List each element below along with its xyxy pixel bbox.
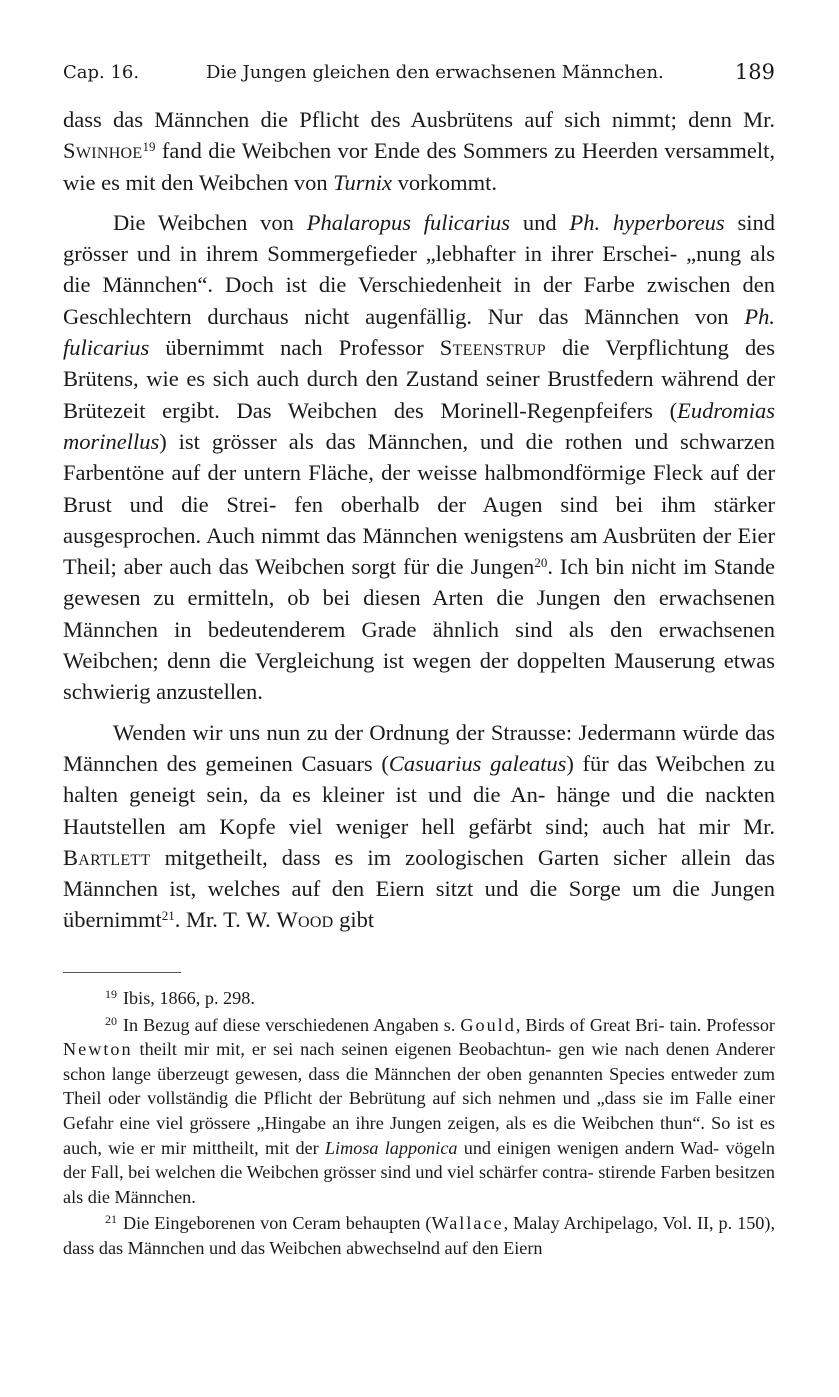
footnote-text: , Malay Archipelago, Vol. II, p. 150), dass das Männchen und das Weibchen abwechselnd auf den Eiern xyxy=(63,1213,775,1258)
footnote-19 xyxy=(63,986,775,1011)
footnote-ref: 21 xyxy=(161,908,175,924)
author-name: Swinhoe xyxy=(63,138,143,164)
footnote-text: , Birds of Great Bri- tain. Professor xyxy=(515,1014,775,1035)
author-name: Wood xyxy=(276,907,334,933)
paragraph-2 xyxy=(63,207,775,708)
footnotes xyxy=(63,986,775,1261)
footnote-21 xyxy=(63,1211,775,1260)
paragraph-1 xyxy=(63,104,775,198)
footnote-divider xyxy=(63,972,181,973)
text-run: mitgetheilt, dass es im zoologischen Garten sicher allein das Männchen ist, welches auf den Eiern sitzt und die Sorge um die Jungen übernimmt xyxy=(63,844,775,933)
running-title: Die Jungen gleichen den erwachsenen Männchen. xyxy=(206,62,664,83)
author-name: Wallace xyxy=(431,1213,504,1234)
text-run: fand die Weibchen vor Ende des Sommers zu Heerden versammelt, wie es mit den Weibchen von xyxy=(63,138,775,195)
species-name: Casuarius galeatus xyxy=(388,750,567,776)
text-run: Die Weibchen von xyxy=(113,209,307,235)
species-name: Limosa lapponica xyxy=(324,1137,458,1158)
text-run: . Mr. T. W. xyxy=(174,907,277,933)
footnote-number: 19 xyxy=(105,987,117,1001)
footnote-text: Ibis, 1866, p. 298. xyxy=(123,988,255,1008)
text-run: die Verpflichtung des Brütens, wie es sich auch durch den Zustand seiner Brustfedern während der Brütezeit ergibt. Das Weibchen des Morinell-Regenpfeifers ( xyxy=(63,335,775,423)
text-run: ) ist grösser als das Männchen, und die rothen und schwarzen Farbentöne auf der untern Fläche, der weisse halbmondförmige Fleck auf der Brust und die Strei- fen oberhalb der Augen sind bei ihm stärker ausgesprochen. Auch nimmt das Männchen wenigstens am Ausbrüten der Eier Theil; aber auch das Weibchen sorgt für die Jungen xyxy=(63,428,775,580)
text-run: sind grösser und in ihrem Sommergefieder „lebhafter in ihrer Erschei- „nung als die Männchen“. Doch ist die Verschiedenheit in der Farbe zwischen den Geschlechtern durchaus nicht augenfällig. Nur das Männchen von xyxy=(63,209,775,329)
text-run: Wenden wir uns nun zu der Ordnung der Strausse: Jedermann würde das Männchen des gemeinen Casuars ( xyxy=(63,719,775,776)
author-name: Bartlett xyxy=(63,844,151,870)
text-run: . Ich bin nicht im Stande gewesen zu ermitteln, ob bei diesen Arten die Jungen den erwachsenen Männchen in bedeutenderem Grade ähnlich sind als den erwachsenen Weibchen; denn die Vergleichung ist wegen der doppelten Mauserung etwas schwierig anzustellen. xyxy=(63,554,775,705)
species-name: Phalaropus fulicarius xyxy=(306,209,511,235)
author-name: Steenstrup xyxy=(439,335,546,361)
text-run: dass das Männchen die Pflicht des Ausbrütens auf sich nimmt; denn Mr. xyxy=(63,107,775,132)
species-name: Turnix xyxy=(333,169,392,195)
footnote-text: und einigen wenigen andern Wad- vögeln der Fall, bei welchen die Weibchen grösser sind und viel schärfer contra- stirende Farben besitzen als die Männchen. xyxy=(63,1137,775,1207)
species-name: Eudromias morinellus xyxy=(63,397,775,454)
footnote-ref: 20 xyxy=(534,555,548,571)
running-header xyxy=(63,58,775,88)
footnote-text: Die Eingeborenen von Ceram behaupten ( xyxy=(123,1213,432,1234)
species-name: Ph. hyperboreus xyxy=(569,209,725,235)
footnote-text: In Bezug auf diese verschiedenen Angaben s. xyxy=(123,1014,461,1035)
text-run: gibt xyxy=(333,907,375,933)
text-run: und xyxy=(510,209,570,235)
page-number: 189 xyxy=(734,60,775,84)
species-name: Ph. fulicarius xyxy=(63,303,775,361)
paragraph-3 xyxy=(63,717,775,936)
main-text xyxy=(63,104,775,936)
author-name: Newton xyxy=(63,1039,133,1060)
footnote-number: 20 xyxy=(105,1013,117,1028)
author-name: Gould xyxy=(460,1014,516,1035)
footnote-number: 21 xyxy=(105,1212,117,1227)
footnote-20 xyxy=(63,1013,775,1210)
text-run: vorkommt. xyxy=(392,169,497,195)
chapter-label: Cap. 16. xyxy=(63,62,140,83)
text-run: übernimmt nach Professor xyxy=(149,335,440,361)
footnote-ref: 19 xyxy=(142,139,156,155)
text-run: ) für das Weibchen zu halten geneigt sein, da es kleiner ist und die An- hänge und die nackten Hautstellen am Kopfe viel weniger hell gefärbt sind; auch hat mir Mr. xyxy=(63,750,775,839)
footnote-text: theilt mir mit, er sei nach seinen eigenen Beobachtun- gen wie nach denen Anderer schon lange überzeugt gewesen, dass die Männchen der oben genannten Species entweder zum Theil oder vollständig die Pflicht der Bebrütung auf sich nehmen und „dass sie im Falle einer Gefahr eine viel grössere „Hingabe an ihre Jungen zeigen, als es die Weibchen thun“. So ist es auch, wie er mir mittheilt, mit der xyxy=(63,1039,775,1158)
